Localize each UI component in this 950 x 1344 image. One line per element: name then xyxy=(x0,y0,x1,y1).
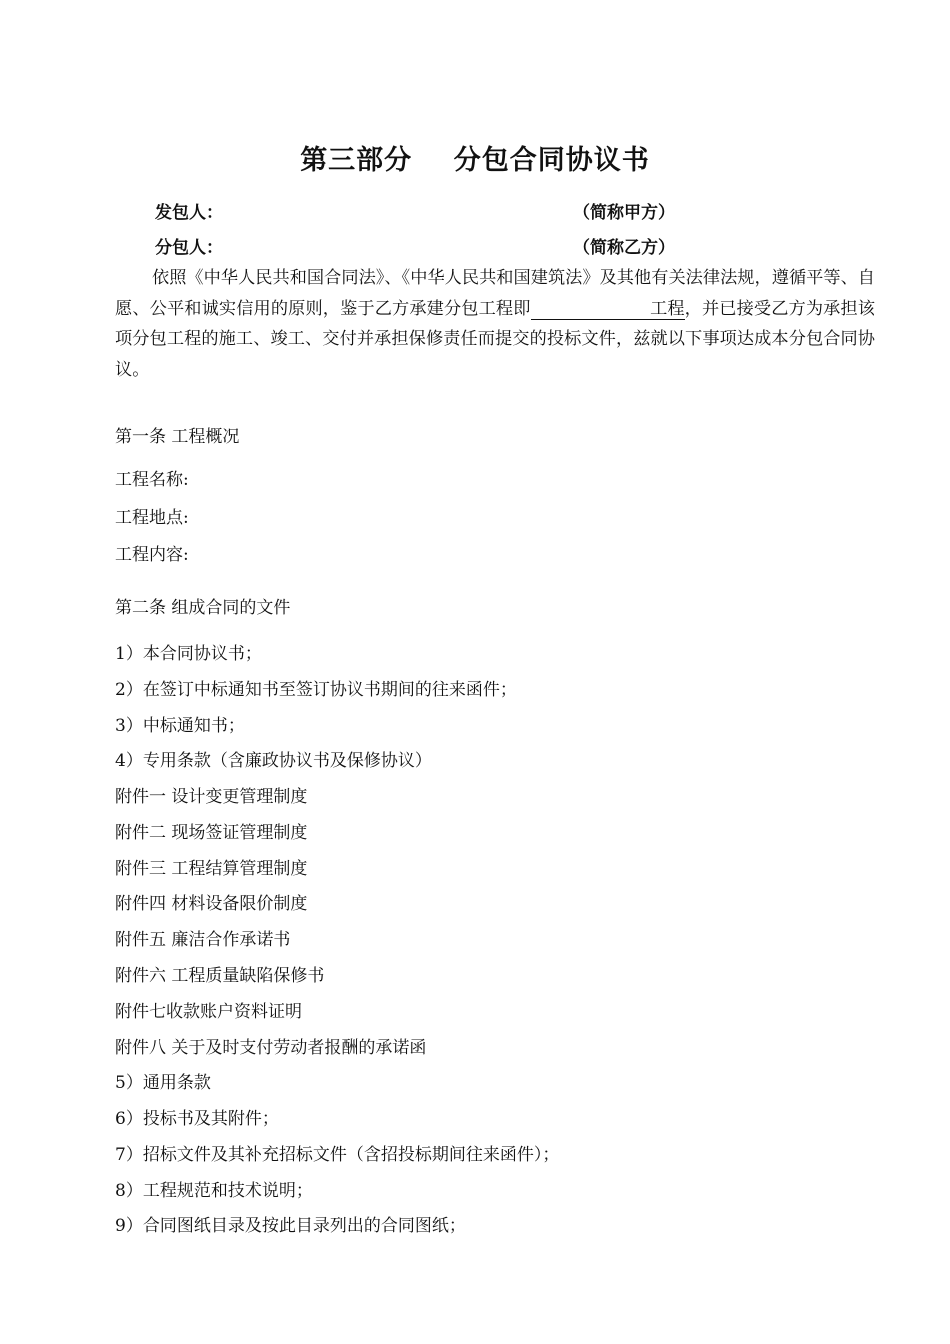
list-item: 8）工程规范和技术说明； xyxy=(115,1181,313,1201)
list-item: 附件五 廉洁合作承诺书 xyxy=(115,930,291,950)
article2-heading: 第二条 组成合同的文件 xyxy=(115,598,291,618)
article1-heading: 第一条 工程概况 xyxy=(115,427,240,447)
list-item: 附件八 关于及时支付劳动者报酬的承诺函 xyxy=(115,1038,427,1058)
list-item: 2）在签订中标通知书至签订协议书期间的往来函件； xyxy=(115,680,517,700)
project-name-field: 工程名称: xyxy=(115,470,189,490)
list-item: 附件二 现场签证管理制度 xyxy=(115,823,308,843)
project-name-blank: 工程 xyxy=(531,299,685,320)
list-item: 9）合同图纸目录及按此目录列出的合同图纸； xyxy=(115,1216,466,1236)
list-item: 3）中标通知书； xyxy=(115,716,245,736)
list-item: 6）投标书及其附件； xyxy=(115,1109,279,1129)
list-item: 附件一 设计变更管理制度 xyxy=(115,787,308,807)
page-title: 第三部分 分包合同协议书 xyxy=(300,145,650,176)
contractor-row xyxy=(155,198,695,222)
list-item: 附件四 材料设备限价制度 xyxy=(115,894,308,914)
project-content-field: 工程内容: xyxy=(115,545,189,565)
list-item: 5）通用条款 xyxy=(115,1073,211,1093)
list-item: 7）招标文件及其补充招标文件（含招投标期间往来函件）； xyxy=(115,1145,560,1165)
subcontractor-abbreviation: （简称乙方） xyxy=(573,238,675,258)
subcontractor-row xyxy=(155,233,695,257)
list-item: 附件三 工程结算管理制度 xyxy=(115,859,308,879)
list-item: 附件六 工程质量缺陷保修书 xyxy=(115,966,325,986)
project-location-field: 工程地点: xyxy=(115,508,189,528)
list-item: 1）本合同协议书； xyxy=(115,644,262,664)
contractor-label: 发包人： xyxy=(155,203,223,223)
intro-paragraph xyxy=(115,263,875,385)
subcontractor-label: 分包人： xyxy=(155,238,223,258)
intro-text-part2: ，并已接受乙方为承担该项分包工程的施工、竣工、交付并承担保修责任而提交的投标文件，兹就以下事项达成本分包合同协议。 xyxy=(115,298,875,380)
list-item: 4）专用条款（含廉政协议书及保修协议） xyxy=(115,751,432,771)
list-item: 附件七收款账户资料证明 xyxy=(115,1002,302,1022)
intro-text-part1: 依照《中华人民共和国合同法》、《中华人民共和国建筑法》及其他有关法律法规，遵循平等、自愿、公平和诚实信用的原则，鉴于乙方承建分包工程即 xyxy=(115,268,875,319)
contractor-abbreviation: （简称甲方） xyxy=(573,203,675,223)
